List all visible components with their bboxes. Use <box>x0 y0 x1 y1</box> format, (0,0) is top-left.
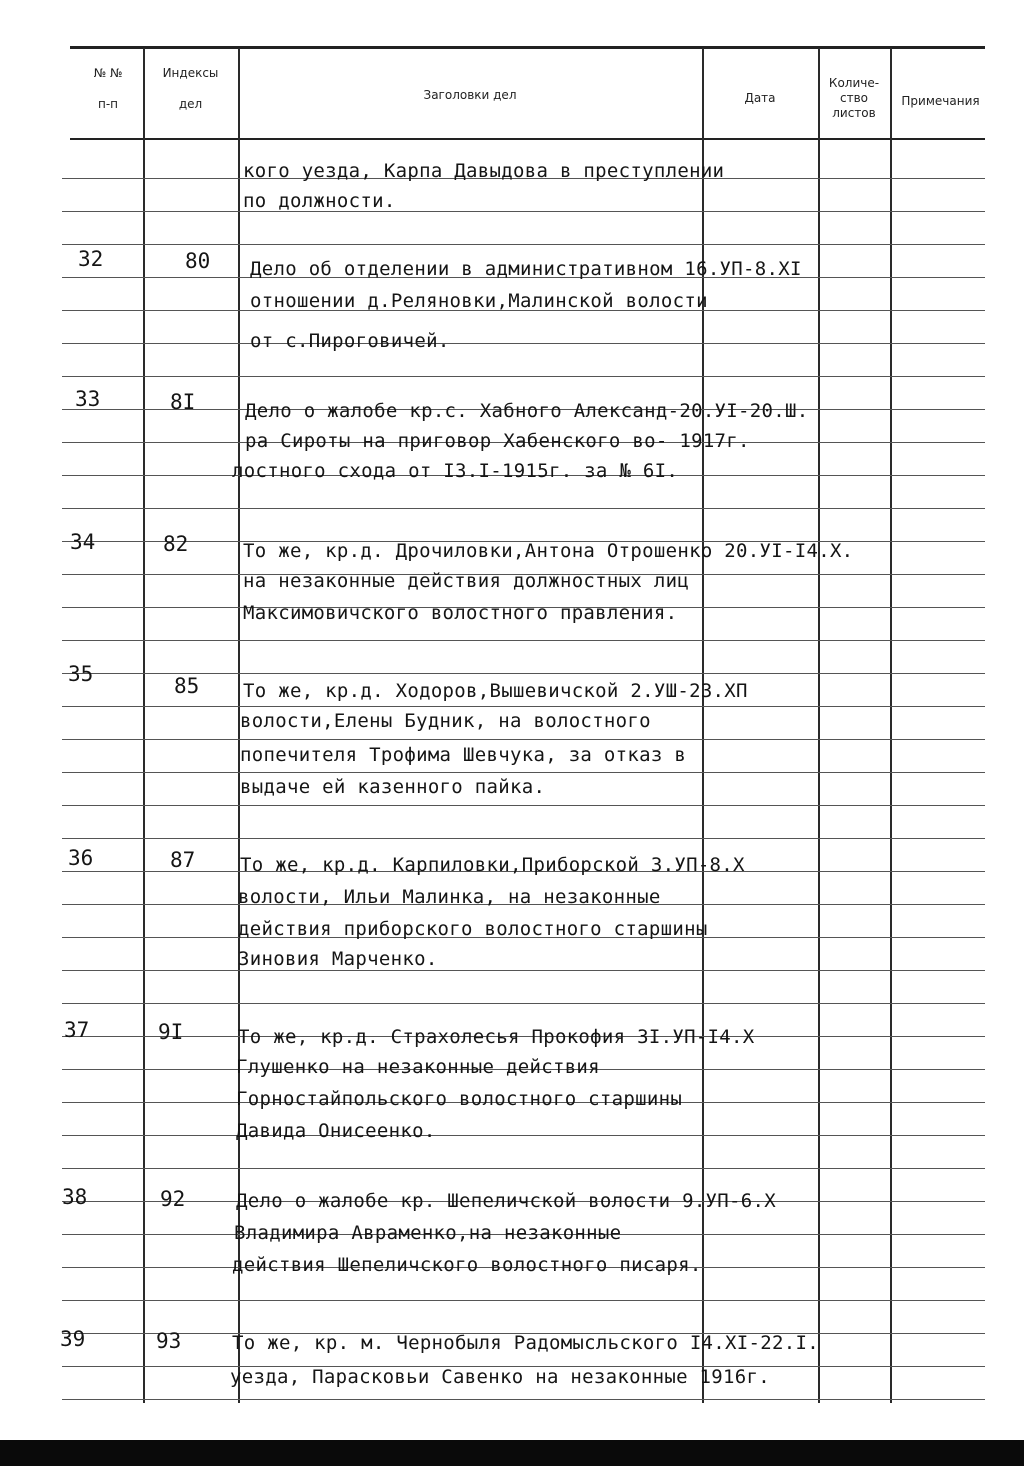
ruled-line <box>62 838 985 839</box>
ruled-line <box>62 640 985 641</box>
record-number: 36 <box>68 846 94 870</box>
ruled-line <box>62 1135 985 1136</box>
record-line: То же, кр.д. Ходоров,Вышевичской 2.УШ-23.ХП <box>243 680 748 702</box>
record-line: Глушенко на незаконные действия <box>236 1056 600 1078</box>
ruled-line <box>62 739 985 740</box>
record-line: действия Шепеличского волостного писаря. <box>232 1254 702 1276</box>
ruled-line <box>62 343 985 344</box>
ruled-line <box>62 508 985 509</box>
record-number: 32 <box>78 247 104 271</box>
ruled-line <box>62 673 985 674</box>
header-index-label: Индексы <box>162 66 219 80</box>
record-index: 85 <box>174 674 200 698</box>
record-index: 80 <box>185 249 211 273</box>
ruled-line <box>62 211 985 212</box>
record-number: 38 <box>62 1185 88 1209</box>
record-index: 82 <box>163 532 189 556</box>
record-line: отношении д.Реляновки,Малинской волости <box>250 290 708 312</box>
record-line: Максимовичского волостного правления. <box>243 602 678 624</box>
record-index: 9I <box>158 1020 184 1044</box>
ruled-line <box>62 706 985 707</box>
record-index: 8I <box>170 390 196 414</box>
record-number: 39 <box>60 1327 86 1351</box>
record-line: действия приборского волостного старшины <box>238 918 708 940</box>
header-sheets-3: листов <box>832 106 876 120</box>
ruled-line <box>62 1168 985 1169</box>
header-num-label: № № <box>93 66 123 80</box>
record-line: уезда, Парасковьи Савенко на незаконные 1916г. <box>230 1366 770 1388</box>
header-sheets <box>818 76 890 121</box>
record-index: 87 <box>170 848 196 872</box>
scan-edge <box>0 1440 1024 1466</box>
header-date: Дата <box>744 91 776 105</box>
record-line: лостного схода от I3.I-1915г. за № 6I. <box>232 460 679 482</box>
record-line: от с.Пироговичей. <box>250 330 450 352</box>
record-line: волости,Елены Будник, на волостного <box>240 710 651 732</box>
record-line: Владимира Авраменко,на незаконные <box>234 1222 622 1244</box>
ruled-line <box>62 1399 985 1400</box>
record-line: То же, кр.д. Страхолесья Прокофия 3I.УП-I4.X <box>238 1026 755 1048</box>
record-line: Давида Онисеенко. <box>236 1120 436 1142</box>
header-num <box>78 66 138 112</box>
record-line: волости, Ильи Малинка, на незаконные <box>238 886 661 908</box>
col-divider <box>818 48 820 1403</box>
col-divider <box>890 48 892 1403</box>
record-line: попечителя Трофима Шевчука, за отказ в <box>240 744 687 766</box>
continuation-line: по должности. <box>243 190 396 212</box>
top-rule <box>70 46 985 49</box>
header-index <box>148 66 233 112</box>
record-number: 34 <box>70 530 96 554</box>
col-divider <box>143 48 145 1403</box>
record-line: Зиновия Марченко. <box>238 948 438 970</box>
record-line: на незаконные действия должностных лиц <box>243 570 690 592</box>
record-line: выдаче ей казенного пайка. <box>240 776 546 798</box>
record-line: Горностайпольского волостного старшины <box>236 1088 683 1110</box>
header-num-sub: п-п <box>97 97 119 111</box>
ruled-line <box>62 244 985 245</box>
ruled-line <box>62 1003 985 1004</box>
record-line: Дело о жалобе кр. Шепеличской волости 9.УП-6.X <box>236 1190 776 1212</box>
ruled-line <box>62 772 985 773</box>
header-notes: Примечания <box>901 94 980 108</box>
record-number: 33 <box>75 387 101 411</box>
ruled-line <box>62 970 985 971</box>
record-line: То же, кр.д. Дрочиловки,Антона Отрошенко 20.УI-I4.X. <box>243 540 854 562</box>
record-line: То же, кр. м. Чернобыля Радомысльского I4.XI-22.I. <box>232 1332 819 1354</box>
record-index: 93 <box>156 1329 182 1353</box>
ruled-line <box>62 805 985 806</box>
record-number: 35 <box>68 662 94 686</box>
record-line: То же, кр.д. Карпиловки,Приборской 3.УП-8.X <box>240 854 745 876</box>
ruled-line <box>62 376 985 377</box>
header-rule <box>70 138 985 140</box>
continuation-line: кого уезда, Карпа Давыдова в преступлении <box>243 160 725 182</box>
record-index: 92 <box>160 1187 186 1211</box>
record-line: Дело об отделении в административном 16.УП-8.XI <box>250 258 802 280</box>
record-line: Дело о жалобе кр.с. Хабного Александ-20.УI-20.Ш. <box>245 400 809 422</box>
header-sheets-1: Количе- <box>828 76 880 90</box>
record-number: 37 <box>64 1018 90 1042</box>
ruled-line <box>62 1300 985 1301</box>
header-index-sub: дел <box>178 97 203 111</box>
header-title: Заголовки дел <box>423 88 517 102</box>
record-line: ра Сироты на приговор Хабенского во- 1917г. <box>245 430 750 452</box>
header-sheets-2: ство <box>839 91 868 105</box>
